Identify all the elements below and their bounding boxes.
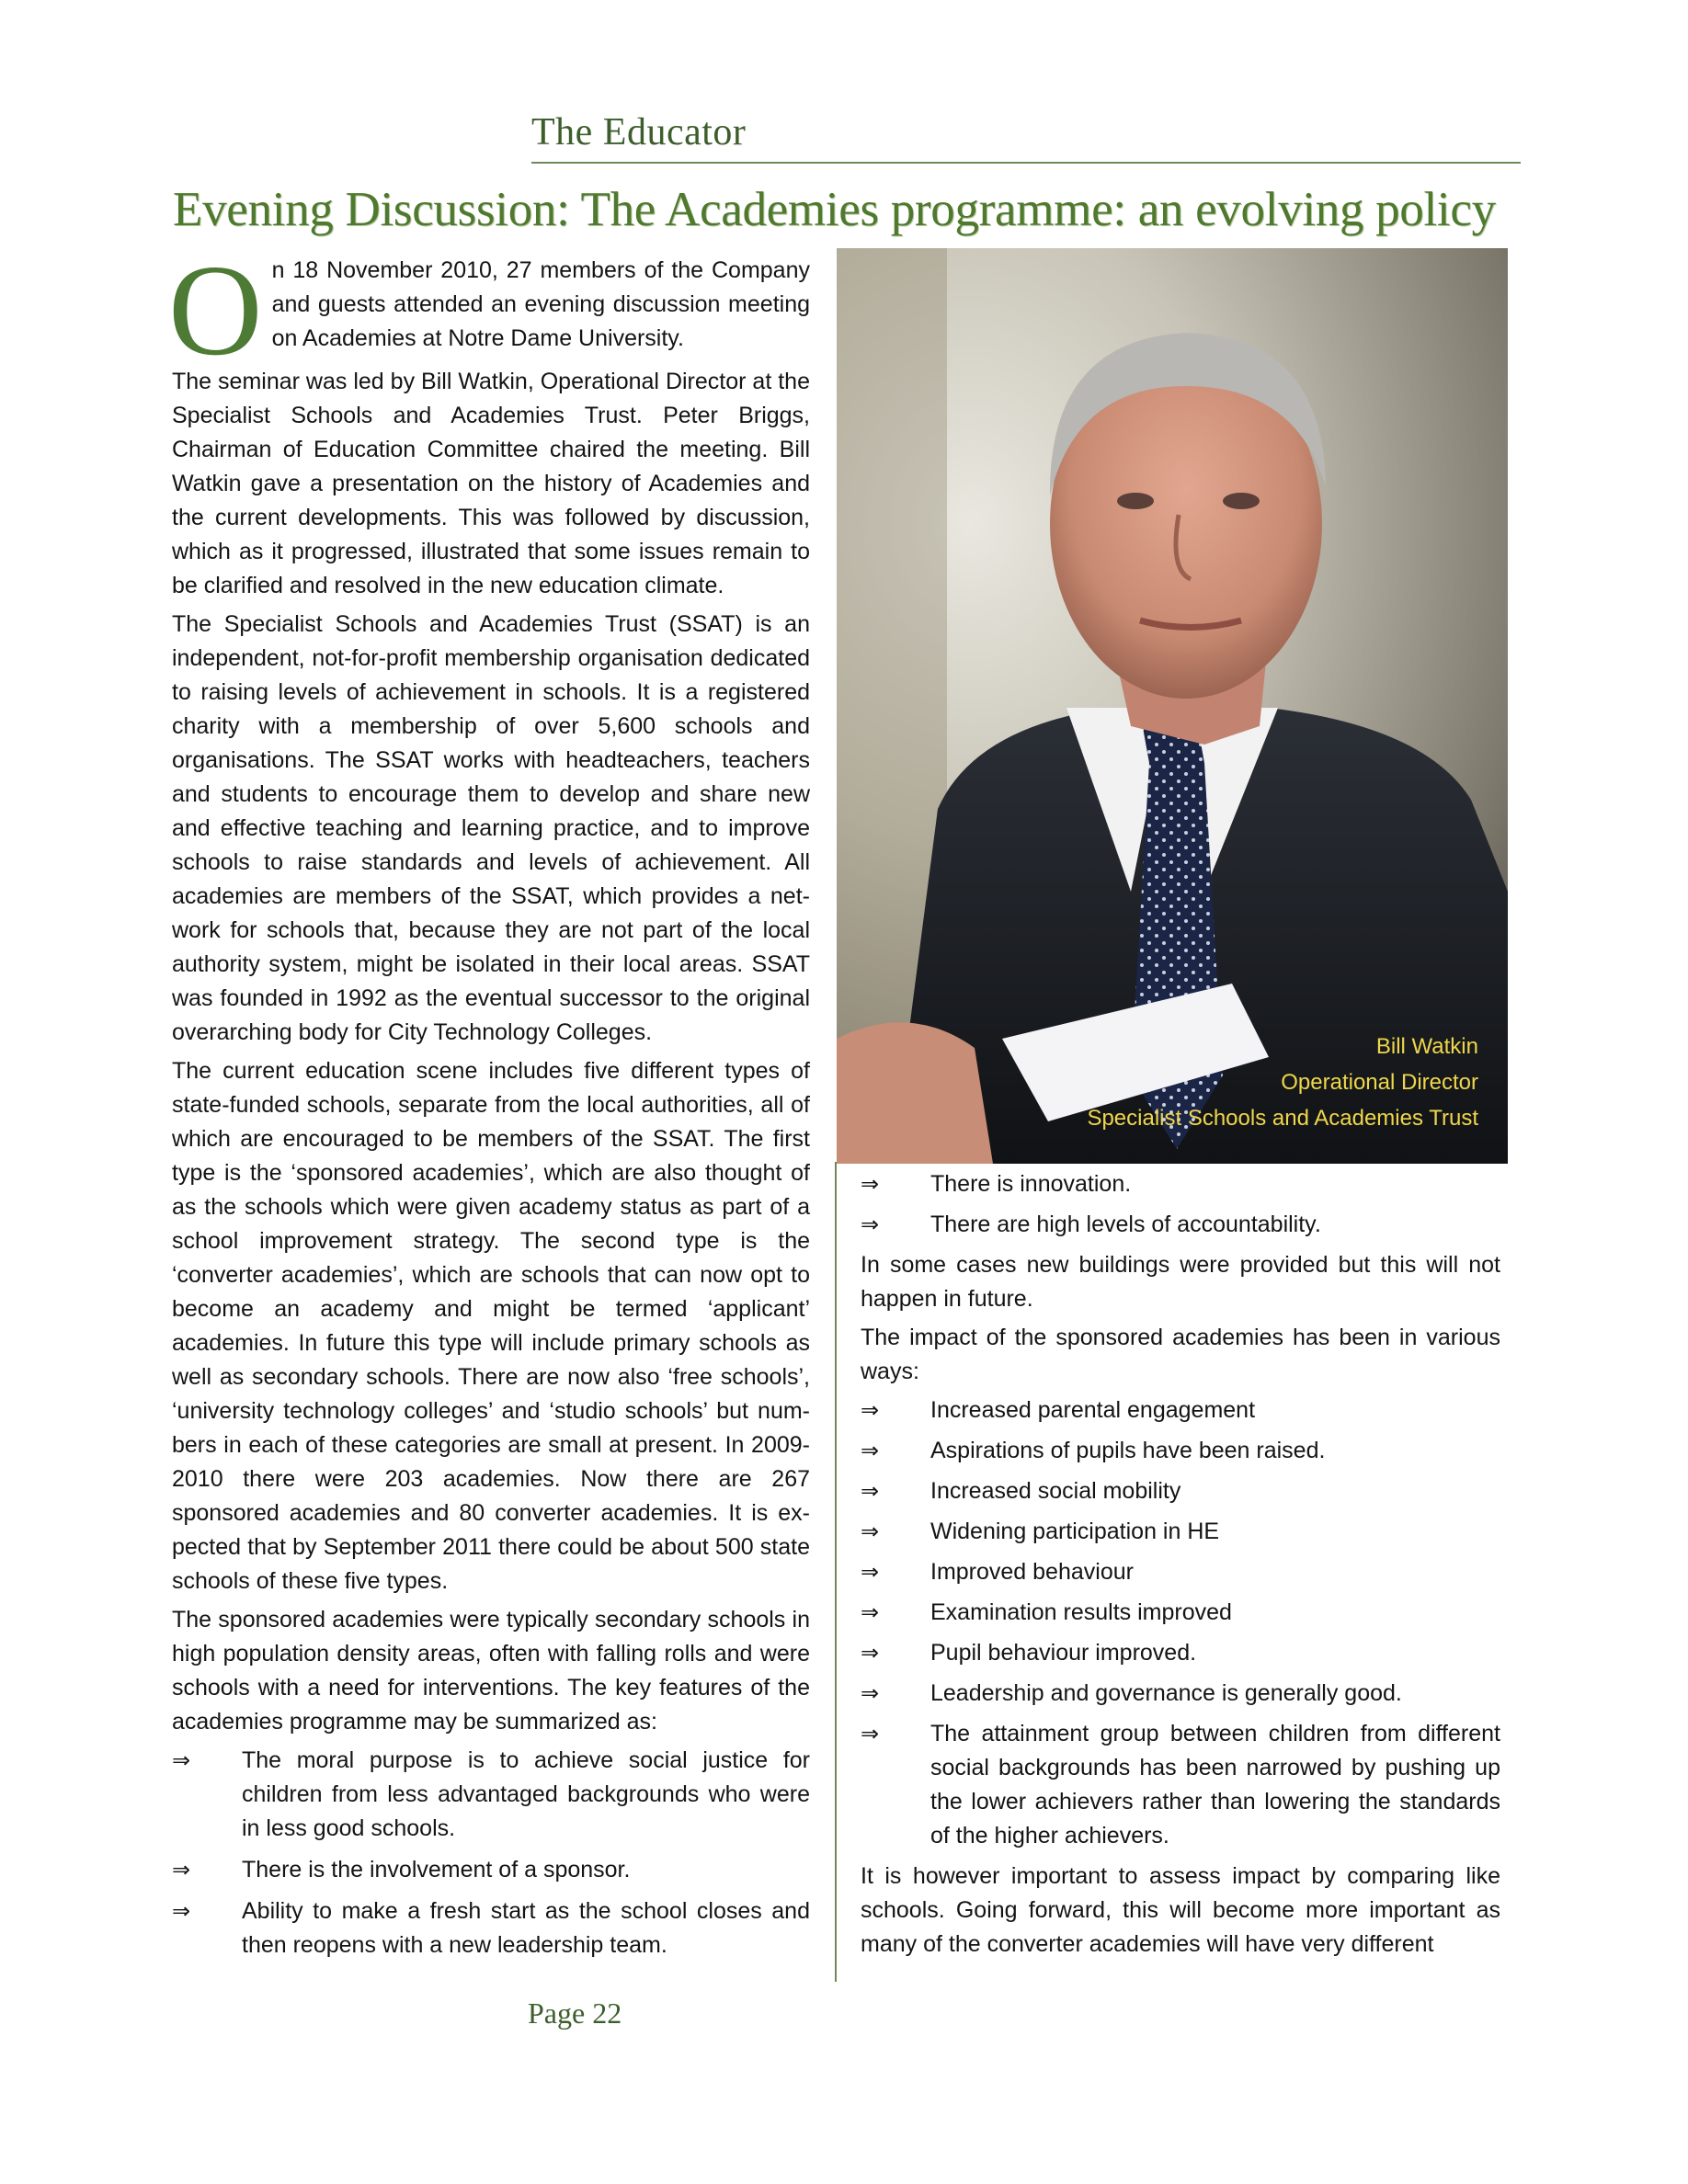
arrow-icon: ⇒: [861, 1640, 880, 1666]
arrow-icon: ⇒: [861, 1397, 880, 1423]
left-column: [168, 237, 810, 1970]
list-item: ⇒ Ability to make a fresh start as the school closes and then reopens with a new leadership team.: [172, 1894, 810, 1962]
arrow-icon: ⇒: [861, 1438, 880, 1463]
portrait-illustration: [837, 248, 1508, 1164]
list-item: ⇒ Improved behaviour: [861, 1555, 1500, 1589]
masthead-rule: [531, 162, 1521, 164]
arrow-icon: ⇒: [861, 1559, 880, 1585]
list-item: ⇒ There is the involvement of a sponsor.: [172, 1853, 810, 1887]
list-item: ⇒ Pupil behaviour improved.: [861, 1636, 1500, 1670]
list-item: ⇒ Examination results improved: [861, 1596, 1500, 1630]
list-item: ⇒ Increased social mobility: [861, 1474, 1500, 1508]
paragraph-buildings: In some cases new buildings were provided but this will not happen in future.: [861, 1252, 1500, 1312]
caption-organisation: Specialist Schools and Academies Trust: [1087, 1106, 1478, 1131]
arrow-icon: ⇒: [172, 1857, 191, 1883]
arrow-icon: ⇒: [172, 1898, 191, 1924]
caption-name: Bill Watkin: [1375, 1034, 1478, 1059]
list-item: ⇒ Aspirations of pupils have been raised.: [861, 1434, 1500, 1468]
arrow-icon: ⇒: [861, 1519, 880, 1544]
arrow-icon: ⇒: [861, 1211, 880, 1237]
arrow-icon: ⇒: [861, 1171, 880, 1197]
arrow-icon: ⇒: [861, 1721, 880, 1746]
page-number: Page 22: [528, 1996, 622, 2030]
paragraph-education-scene: The current education scene includes five different types of state-funded schools, separate from the local authorities, all of which are encouraged to be members of the SSAT. The first type is the ‘sponsored academies’, which are also thought of as the schools which were given academy status as part of a school improvement strategy. The second type is the ‘converter academies’, which are schools that can now opt to become an academy and might be termed ‘applicant’ academies. In future this type will include primary schools as well as secondary schools. There are now also ‘free schools’, ‘university technology colleges’ and ‘studio schools’ but numbers in each of these categories are small at present. In 2009-2010 there were 203 academies. Now there are 267 sponsored academies and 80 converter academies. It is expected that by September 2011 there could be about 500 state schools of these five types.: [172, 1058, 810, 1594]
photo-caption: [1087, 1029, 1478, 1136]
paragraph-ssat: The Specialist Schools and Academies Trust (SSAT) is an independent, not-for-profit membership organisation dedicated to raising levels of achievement in schools. It is a registered charity with a membership of over 5,600 schools and organisations. The SSAT works with headteachers, teachers and students to encourage them to develop and share new and effective teaching and learning practice, and to improve schools to raise standards and levels of achievement. All academies are members of the SSAT, which provides a network for schools that, because they are not part of the local authority system, might be isolated in their local areas. SSAT was founded in 1992 as the eventual successor to the original overarching body for City Technology Colleges.: [172, 611, 810, 1045]
speaker-photo: [837, 248, 1508, 1164]
arrow-icon: ⇒: [861, 1680, 880, 1706]
paragraph-impact: The impact of the sponsored academies has been in various ways:: [861, 1325, 1500, 1384]
column-divider: [835, 1162, 837, 1982]
key-features-list: [172, 1744, 810, 1962]
arrow-icon: ⇒: [861, 1478, 880, 1504]
continued-features-list: [861, 1167, 1500, 1242]
lead-text: n 18 November 2010, 27 members of the Company and guests attended an evening discussion meeting on Academies at Notre Dame University.: [271, 257, 810, 351]
list-item: ⇒ Increased parental engagement: [861, 1393, 1500, 1428]
impact-list: [861, 1393, 1500, 1853]
list-item: ⇒ The moral purpose is to achieve social justice for children from less advantaged backgrounds who were in less good schools.: [172, 1744, 810, 1846]
list-item: ⇒ The attainment group between children from different social backgrounds has been narrowed by pushing up the lower achievers rather than lowering the standards of the higher achievers.: [861, 1717, 1500, 1853]
paragraph-seminar: The seminar was led by Bill Watkin, Operational Director at the Specialist Schools and Academies Trust. Peter Briggs, Chairman of Education Committee chaired the meeting. Bill Watkin gave a presentation on the history of Academies and the current developments. This was followed by discussion, which as it progressed, illustrated that some issues remain to be clarified and resolved in the new education climate.: [172, 369, 810, 598]
list-item: ⇒ There is innovation.: [861, 1167, 1500, 1201]
list-item: ⇒ There are high levels of accountability.: [861, 1208, 1500, 1242]
article-headline: Evening Discussion: The Academies programme: an evolving policy: [173, 183, 1496, 236]
paragraph-assess-impact: It is however important to assess impact by comparing like schools. Going forward, this will become more important as many of the converter academies will have very different: [861, 1863, 1500, 1957]
lead-paragraph: [168, 237, 810, 382]
caption-role: Operational Director: [1281, 1070, 1478, 1095]
arrow-icon: ⇒: [861, 1599, 880, 1625]
paragraph-sponsored-academies: The sponsored academies were typically secondary schools in high population density areas, often with falling rolls and were schools with a need for interventions. The key features of the academies programme may be summarized as:: [172, 1607, 810, 1735]
right-column: [861, 1167, 1500, 1966]
arrow-icon: ⇒: [172, 1747, 191, 1773]
masthead: The Educator: [531, 111, 747, 154]
drop-cap: O: [168, 237, 263, 382]
list-item: ⇒ Widening participation in HE: [861, 1515, 1500, 1549]
list-item: ⇒ Leadership and governance is generally good.: [861, 1677, 1500, 1711]
